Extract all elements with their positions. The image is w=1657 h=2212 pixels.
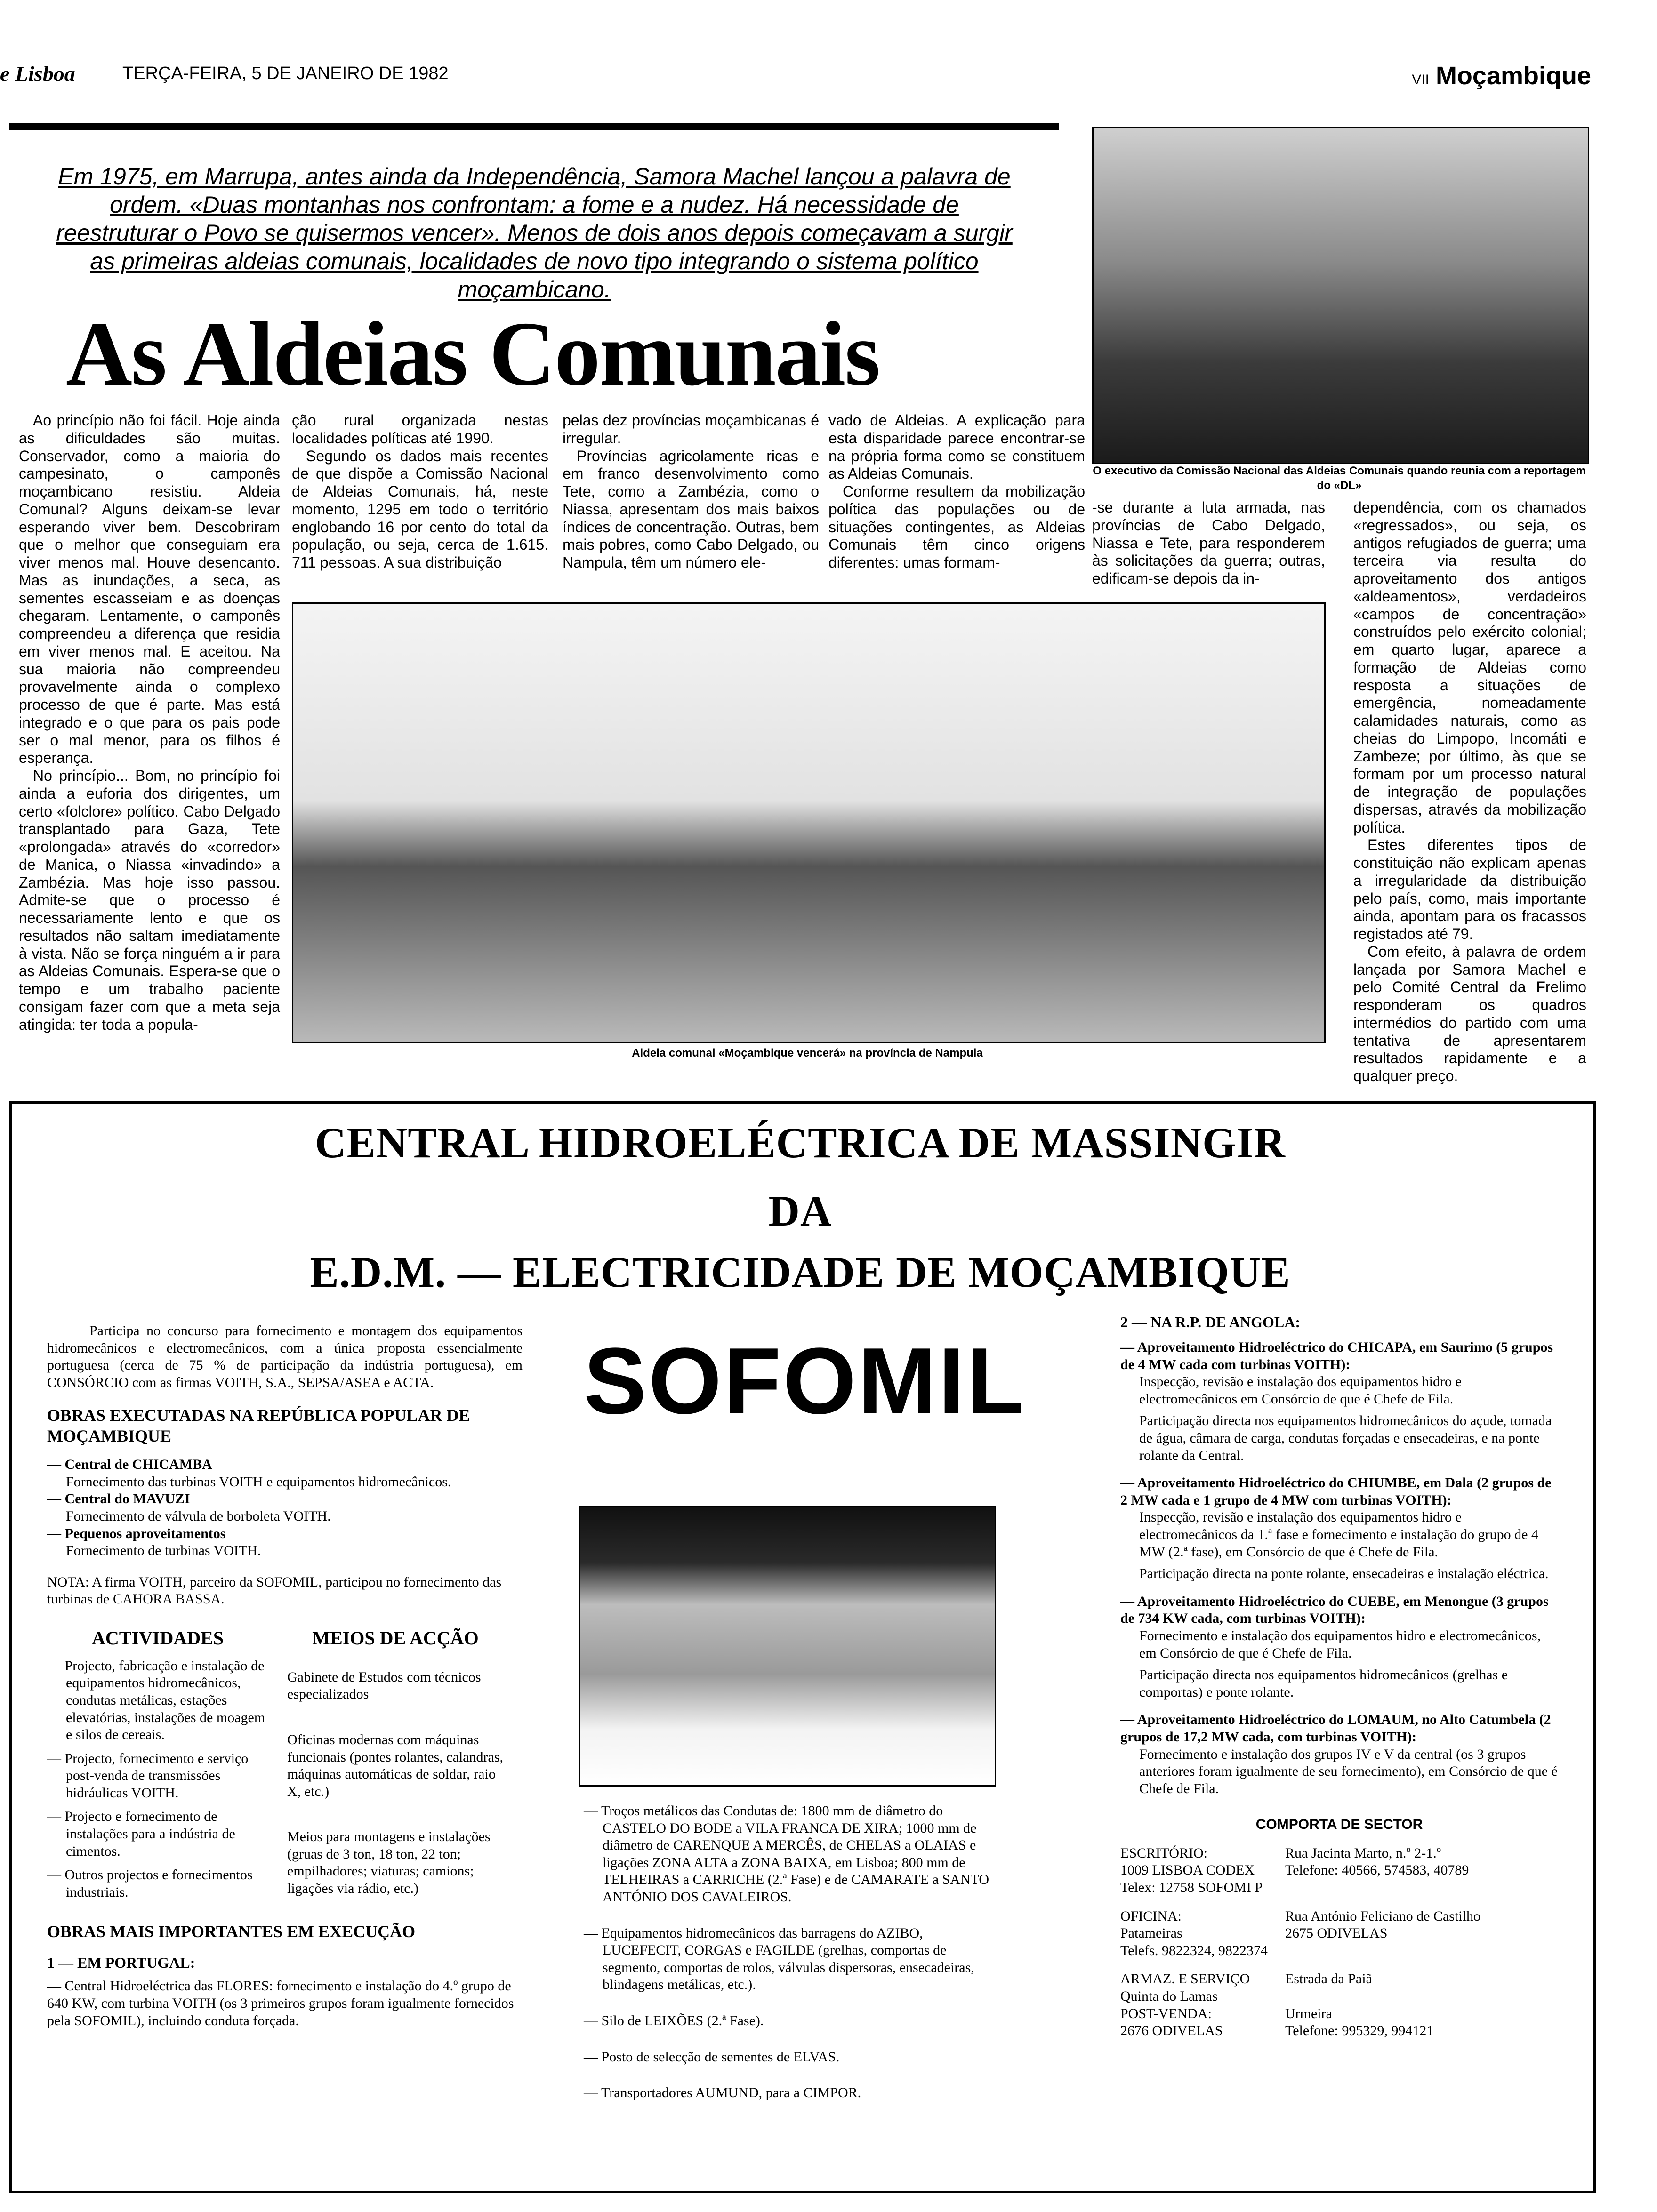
paragraph: No princípio... Bom, no princípio foi ainda a euforia dos dirigentes, um certo «folclore» político. Cabo Delgado transplantado para Gaza, Tete «prolongada» através do «corredor» de Manica, o Niassa «invadindo» a Zambézia. Mas hoje isso passou. Admite-se que o processo é necessariamente lento e que os resultados não saltam imediatamente à vista. Não se força ninguém a ir para as Aldeias Comunais. Espera-se que o tempo e um trabalho paciente consigam fazer com que a meta seja atingida: ter toda a popula- <box>19 767 280 1033</box>
list-item: Oficinas modernas com máquinas funcionais (pontes rolantes, calandras, máquinas automáticas de soldar, raio X, etc.) <box>287 1731 504 1799</box>
list-item: — Central Hidroeléctrica das FLORES: fornecimento e instalação do 4.º grupo de 640 KW, com turbina VOITH (os 3 primeiros grupos foram igualmente fornecidos pela SOFOMIL), incluindo conduta forçada. <box>47 1978 514 2028</box>
list-item: — Projecto, fabricação e instalação de equipamentos hidromecânicos, condutas metálicas, estações elevatórias, instalações de moagem e silos de cereais. <box>47 1658 265 1743</box>
section-name: Moçambique <box>1435 62 1591 90</box>
article-column <box>563 412 819 572</box>
ad-heading: OBRAS MAIS IMPORTANTES EM EXECUÇÃO <box>47 1922 416 1941</box>
contact-value <box>1285 1988 1558 2005</box>
contact-label: 2676 ODIVELAS <box>1120 2023 1223 2039</box>
list-item: — Projecto e fornecimento de instalações para a indústria de cimentos. <box>47 1809 235 1859</box>
contact-label: Telefs. 9822324, 9822374 <box>1120 1942 1268 1958</box>
paragraph: Ao princípio não foi fácil. Hoje ainda as dificuldades são muitas. Conservador, como a maioria do campesinato, o camponês moçambicano resistiu. Aldeia Comunal? Alguns deixam-se levar esperando viver bem. Descobriram que o melhor que conseguiam era viver menos mal. Houve desencanto. Mas as inundações, a seca, as sementes escasseiam e as doenças chegaram. Lentamente, o camponês compreendeu a diferença que residia em viver menos mal. E aceitou. Na sua maioria não compreendeu provavelmente ainda o complexo processo de que é parte. Mas está integrado e o que para os pais pode ser o mal menor, para os filhos é esperança. <box>19 412 280 767</box>
list-item-desc: Fornecimento de válvula de borboleta VOITH. <box>66 1508 331 1524</box>
photo-village <box>292 602 1326 1043</box>
list-item-desc: Participação directa nos equipamentos hidromecânicos do açude, tomada de água, câmara de carga, condutas forçadas e ensecadeiras, e na ponte rolante da Central. <box>1139 1413 1552 1463</box>
ad-intro: Participa no concurso para fornecimento e montagem dos equipamentos hidromecânicos e electromecânicos, com a única proposta essencialmente portuguesa (cerca de 75 % de participação da indústria portuguesa), em CONSÓRCIO com as firmas VOITH, S.A., SEPSA/ASEA e ACTA. <box>47 1323 523 1390</box>
contact-label: ESCRITÓRIO: <box>1120 1845 1208 1861</box>
contact-value: Rua António Feliciano de Castilho <box>1285 1908 1480 1924</box>
list-item-title: — Central de CHICAMBA <box>47 1457 212 1473</box>
paragraph: -se durante a luta armada, nas províncias de Cabo Delgado, Niassa e Tete, para responderem às solicitações da guerra; outras, edificam-se depois da in- <box>1092 499 1325 587</box>
contact-label: Quinta do Lamas <box>1120 1988 1218 2004</box>
rule <box>9 123 1059 130</box>
contact-label: POST-VENDA: <box>1120 2005 1212 2021</box>
article-column <box>292 412 548 572</box>
paragraph: Segundo os dados mais recentes de que dispõe a Comissão Nacional de Aldeias Comunais, há, neste momento, 1295 em todo o território englobando 16 por cento do total da população, ou seja, cerca de 1.615. 711 pessoas. A sua distribuição <box>292 447 548 571</box>
ad-right-column <box>1120 1313 1558 2040</box>
paragraph: ção rural organizada nestas localidades políticas até 1990. <box>292 412 548 447</box>
list-item-title: — Aproveitamento Hidroeléctrico do CUEBE, em Menongue (3 grupos de 734 KW cada, com turbinas VOITH): <box>1120 1593 1549 1627</box>
list-item: Meios para montagens e instalações (gruas de 3 ton, 18 ton, 22 ton; empilhadores; viaturas; camions; ligações via rádio, etc.) <box>287 1829 491 1897</box>
ad-title: CENTRAL HIDROELÉCTRICA DE MASSINGIR <box>315 1119 1286 1167</box>
list-item: — Troços metálicos das Condutas de: 1800 mm de diâmetro do CASTELO DO BODE a VILA FRANCA DE XIRA; 1000 mm de diâmetro de CARENQUE A MERCÊS, de CHELAS a OLAIAS e ligações ZONA ALTA a ZONA BAIXA, em Lisboa; 800 mm de TELHEIRAS a CARRICHE (2.ª Fase) e de CAMARATE a SANTO ANTÓNIO DOS CAVALEIROS. <box>584 1803 989 1905</box>
contact-value: Urmeira <box>1285 2005 1332 2021</box>
paragraph: Conforme resultem da mobilização política das populações ou de situações contingentes, as Aldeias Comunais têm cinco origens diferentes: umas formam- <box>828 483 1085 571</box>
list-item-desc: Participação directa na ponte rolante, ensecadeiras e instalação eléctrica. <box>1139 1566 1549 1582</box>
angola-item <box>1120 1593 1558 1701</box>
contact-value: Rua Jacinta Marto, n.º 2-1.º <box>1285 1845 1441 1861</box>
list-item-title: — Aproveitamento Hidroeléctrico do CHIUMBE, em Dala (2 grupos de 2 MW cada e 1 grupo de 4 MW com turbinas VOITH): <box>1120 1475 1552 1508</box>
angola-item <box>1120 1339 1558 1464</box>
paragraph: vado de Aldeias. A explicação para esta disparidade parece encontrar-se na própria forma como se constituem as Aldeias Comunais. <box>828 412 1085 482</box>
list-item-desc: Fornecimento de turbinas VOITH. <box>66 1543 261 1559</box>
lede: Em 1975, em Marrupa, antes ainda da Independência, Samora Machel lançou a palavra de ordem. «Duas montanhas nos confrontam: a fome e a nudez. Há necessidade de reestruturar o Povo se quisermos vencer». Menos de dois anos depois começavam a surgir as primeiras aldeias comunais, localidades de novo tipo integrando o sistema político moçambicano. <box>56 163 1013 303</box>
ad-title: E.D.M. — ELECTRICIDADE DE MOÇAMBIQUE <box>310 1248 1291 1296</box>
article-column <box>828 412 1085 572</box>
list-item-title: — Aproveitamento Hidroeléctrico do CHICAPA, em Saurimo (5 grupos de 4 MW cada com turbinas VOITH): <box>1120 1339 1553 1372</box>
ad-subheading: 1 — EM PORTUGAL: <box>47 1954 195 1972</box>
dateline: TERÇA-FEIRA, 5 DE JANEIRO DE 1982 <box>122 64 449 83</box>
angola-item <box>1120 1475 1558 1583</box>
contact-value: Telefone: 40566, 574583, 40789 <box>1285 1862 1469 1878</box>
list-item-desc: Inspecção, revisão e instalação dos equipamentos hidro e electromecânicos em Consórcio de que é Chefe de Fila. <box>1139 1374 1462 1407</box>
contact-value <box>1285 1879 1558 1908</box>
masthead: e Lisboa <box>0 62 75 86</box>
ad-heading: MEIOS DE ACÇÃO <box>312 1627 479 1649</box>
list-item-desc: Fornecimento das turbinas VOITH e equipamentos hidromecânicos. <box>66 1474 451 1490</box>
list-item: — Transportadores AUMUND, para a CIMPOR. <box>584 2085 861 2101</box>
article-column <box>1092 499 1325 588</box>
contact-block <box>1120 1845 1558 2040</box>
photo-caption: O executivo da Comissão Nacional das Aldeias Comunais quando reunia com a reportagem do «DL» <box>1093 465 1586 492</box>
ad-subheading: 2 — NA R.P. DE ANGOLA: <box>1120 1314 1300 1330</box>
contact-label: Telex: 12758 SOFOMI P <box>1120 1880 1263 1896</box>
list-item-title: — Pequenos aproveitamentos <box>47 1525 226 1541</box>
list-item: — Silo de LEIXÕES (2.ª Fase). <box>584 2012 764 2028</box>
ad-heading: ACTIVIDADES <box>91 1627 224 1649</box>
ad-title: DA <box>768 1187 832 1235</box>
ad-heading: OBRAS EXECUTADAS NA REPÚBLICA POPULAR DE MOÇAMBIQUE <box>47 1406 470 1446</box>
angola-item <box>1120 1711 1558 1797</box>
ad-left-column <box>47 1322 523 2034</box>
list-item: — Equipamentos hidromecânicos das barragens do AZIBO, LUCEFECIT, CORGAS e FAGILDE (grelhas, comportas de segmento, comportas de rolos, válvulas dispersoras, ensecadeiras, blindagens metálicas, etc.). <box>584 1925 974 1993</box>
photo-commission-meeting <box>1092 127 1589 464</box>
contact-label: OFICINA: <box>1120 1908 1182 1924</box>
ad-middle-column <box>584 1803 998 2108</box>
article-column <box>19 412 280 1034</box>
list-item-desc: Fornecimento e instalação dos equipamentos hidro e electromecânicos, em Consórcio de que é Chefe de Fila. <box>1139 1627 1541 1661</box>
list-item: — Projecto, fornecimento e serviço post-venda de transmissões hidráulicas VOITH. <box>47 1750 249 1801</box>
article-column <box>1353 499 1586 1085</box>
paragraph: Com efeito, à palavra de ordem lançada por Samora Machel e pelo Comité Central da Frelimo responderam os quadros intermédios do partido com uma tentativa de apresentarem resultados rapidamente e a qualquer preço. <box>1353 943 1586 1084</box>
contact-label: ARMAZ. E SERVIÇO <box>1120 1971 1250 1987</box>
contact-label: 1009 LISBOA CODEX <box>1120 1862 1255 1878</box>
list-item-desc: Fornecimento e instalação dos grupos IV e V da central (os 3 grupos anteriores foram igualmente de seu fornecimento), em Consórcio de que é Chefe de Fila. <box>1139 1746 1558 1796</box>
list-item-desc: Inspecção, revisão e instalação dos equipamentos hidro e electromecânicos da 1.ª fase e fornecimento e instalação do grupo de 4 MW (2.ª fase), em Consórcio de que é Chefe de Fila. <box>1139 1509 1538 1560</box>
contact-value: Telefone: 995329, 994121 <box>1285 2023 1434 2039</box>
list-item: Gabinete de Estudos com técnicos especializados <box>287 1669 481 1702</box>
paragraph: pelas dez províncias moçambicanas é irregular. <box>563 412 819 447</box>
photo-caption: Aldeia comunal «Moçambique vencerá» na província de Nampula <box>632 1047 983 1059</box>
page-number: VII <box>1412 72 1429 88</box>
ad-heading: COMPORTA DE SECTOR <box>1255 1817 1423 1833</box>
headline: As Aldeias Comunais <box>66 303 880 405</box>
list-item: — Outros projectos e fornecimentos industriais. <box>47 1867 253 1900</box>
list-item-desc: Participação directa nos equipamentos hidromecânicos (grelhas e comportas) e ponte rolante. <box>1139 1667 1508 1700</box>
ad-note: NOTA: A firma VOITH, parceiro da SOFOMIL, participou no fornecimento das turbinas de CAHORA BASSA. <box>47 1574 502 1607</box>
paragraph: Estes diferentes tipos de constituição não explicam apenas a irregularidade da distribuição pelo país, como, mais importante ainda, apontam para os fracassos registados até 79. <box>1353 836 1586 942</box>
section-title <box>1412 61 1591 90</box>
list-item-title: — Aproveitamento Hidroeléctrico do LOMAUM, no Alto Catumbela (2 grupos de 17,2 MW cada, com turbinas VOITH): <box>1120 1712 1551 1745</box>
obras-list <box>47 1456 523 1560</box>
paragraph: Províncias agricolamente ricas e em franco desenvolvimento como Tete, como a Zambézia, como o Niassa, apresentam dos mais baixos índices de concentração. Outras, bem mais pobres, como Cabo Delgado, ou Nampula, têm um número ele- <box>563 447 819 571</box>
paragraph: dependência, com os chamados «regressados», ou seja, os antigos refugiados de guerra; uma terceira via resulta do aproveitamento dos antigos «aldeamentos», verdadeiros «campos de concentração» construídos pelo exército colonial; em quarto lugar, aparece a formação de Aldeias como resposta a situações de emergência, nomeadamente calamidades naturais, como as cheias do Limpopo, Incomáti e Zambeze; por último, às que se formam por um processo natural de integração de populações dispersas, através da mobilização política. <box>1353 499 1586 836</box>
photo-gate-structure <box>579 1506 996 1787</box>
sofomil-logo: SOFOMIL <box>584 1329 1026 1434</box>
contact-label: Patameiras <box>1120 1925 1182 1941</box>
contact-value: Estrada da Paiã <box>1285 1971 1372 1987</box>
contact-value <box>1285 1942 1558 1971</box>
list-item-title: — Central do MAVUZI <box>47 1491 190 1507</box>
list-item: — Posto de selecção de sementes de ELVAS. <box>584 2049 840 2065</box>
contact-value: 2675 ODIVELAS <box>1285 1925 1388 1941</box>
